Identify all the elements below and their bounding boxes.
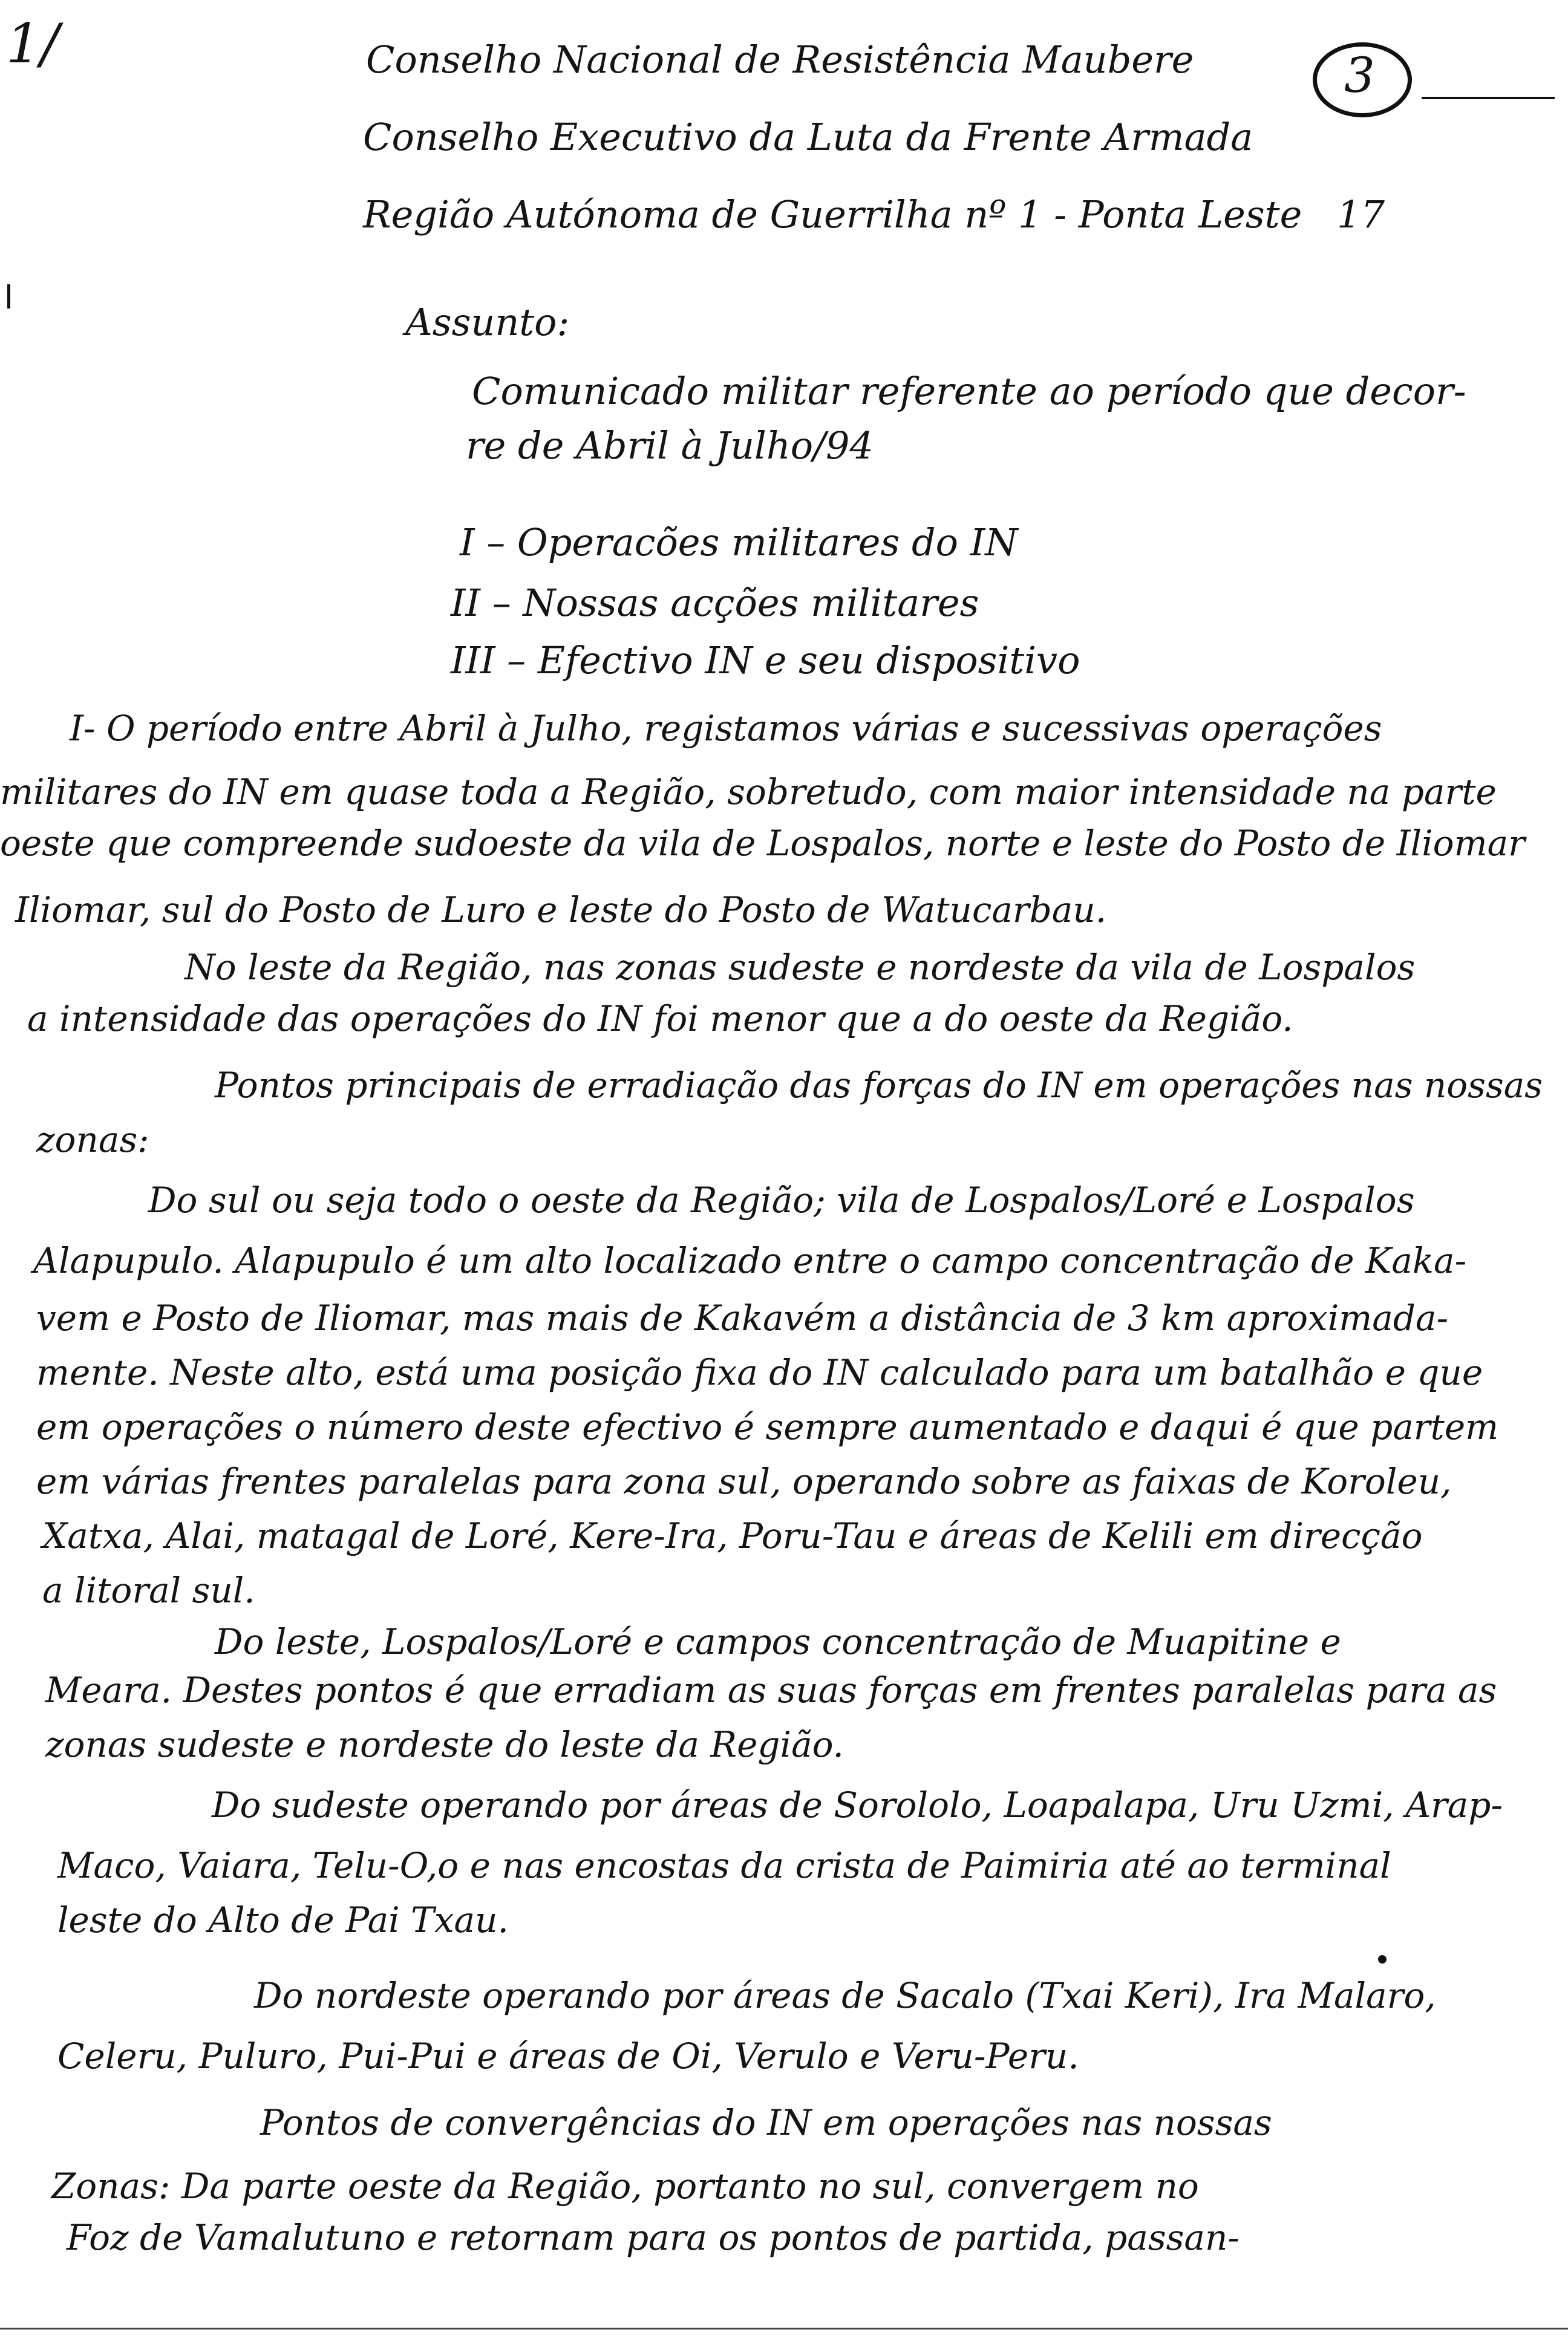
body-line: Foz de Vamalutuno e retornam para os pontos de partida, passan- <box>67 2217 1240 2258</box>
body-line: Celeru, Puluro, Pui-Pui e áreas de Oi, Verulo e Veru-Peru. <box>57 2036 1079 2077</box>
body-line: militares do IN em quase toda a Região, sobretudo, com maior intensidade na parte <box>0 771 1497 812</box>
reference-number: 17 <box>1337 192 1385 237</box>
body-line: Maco, Vaiara, Telu-O,o e nas encostas da crista de Paimiria até ao terminal <box>57 1845 1391 1886</box>
body-line: Xatxa, Alai, matagal de Loré, Kere-Ira, Poru-Tau e áreas de Kelili em direcção <box>42 1515 1423 1556</box>
body-line: Meara. Destes pontos é que erradiam as suas forças em frentes paralelas para as <box>45 1670 1497 1711</box>
margin-tick <box>7 284 10 309</box>
body-line: Do sudeste operando por áreas de Sorololo, Loapalapa, Uru Uzmi, Arap- <box>212 1784 1503 1826</box>
body-line: Do sul ou seja todo o oeste da Região; vila de Lospalos/Loré e Lospalos <box>148 1180 1415 1221</box>
body-line: zonas sudeste e nordeste do leste da Região. <box>45 1724 844 1765</box>
body-line: a intensidade das operações do IN foi menor que a do oeste da Região. <box>27 998 1293 1039</box>
index-item-2: II – Nossas acções militares <box>451 581 979 625</box>
body-line: Zonas: Da parte oeste da Região, portanto no sul, convergem no <box>51 2166 1199 2207</box>
body-line: Iliomar, sul do Posto de Luro e leste do Posto de Watucarbau. <box>15 889 1107 930</box>
body-line: mente. Neste alto, está uma posição fixa do IN calculado para um batalhão e que <box>36 1352 1483 1393</box>
header-line-1: Conselho Nacional de Resistência Maubere <box>366 38 1194 82</box>
body-line: a litoral sul. <box>42 1570 255 1611</box>
subject-label: Assunto: <box>405 300 570 344</box>
body-line: em operações o número deste efectivo é sempre aumentado e daqui é que partem <box>36 1406 1499 1448</box>
subject-line-2: re de Abril à Julho/94 <box>466 423 874 468</box>
page-number: 3 <box>1344 47 1375 103</box>
body-line: Do leste, Lospalos/Loré e campos concentração de Muapitine e <box>215 1621 1341 1662</box>
ink-dot <box>1378 1955 1387 1964</box>
corner-mark: 1/ <box>6 12 59 76</box>
header-line-3: Região Autónoma de Guerrilha nº 1 - Ponta Leste <box>363 192 1302 237</box>
body-line: No leste da Região, nas zonas sudeste e nordeste da vila de Lospalos <box>185 947 1416 988</box>
body-line: Pontos de convergências do IN em operações nas nossas <box>260 2102 1272 2143</box>
body-line: oeste que compreende sudoeste da vila de Lospalos, norte e leste do Posto de Iliomar <box>0 823 1525 864</box>
header-rule <box>1422 97 1555 99</box>
header-line-2: Conselho Executivo da Luta da Frente Armada <box>363 115 1253 159</box>
body-line: Do nordeste operando por áreas de Sacalo (Txai Keri), Ira Malaro, <box>254 1975 1436 2016</box>
bottom-rule <box>0 2328 1568 2330</box>
body-line: I- O período entre Abril à Julho, registamos várias e sucessivas operações <box>70 708 1382 749</box>
index-item-3: III – Efectivo IN e seu dispositivo <box>451 638 1080 682</box>
body-line: Pontos principais de erradiação das forças do IN em operações nas nossas <box>215 1065 1543 1106</box>
subject-line-1: Comunicado militar referente ao período que decor- <box>472 369 1466 413</box>
index-item-1: I – Operacões militares do IN <box>460 520 1018 564</box>
body-line: leste do Alto de Pai Txau. <box>57 1899 509 1941</box>
body-line: zonas: <box>36 1119 149 1160</box>
body-line: Alapupulo. Alapupulo é um alto localizado entre o campo concentração de Kaka- <box>33 1240 1467 1281</box>
body-line: vem e Posto de Iliomar, mas mais de Kakavém a distância de 3 km aproximada- <box>36 1298 1449 1339</box>
body-line: em várias frentes paralelas para zona sul, operando sobre as faixas de Koroleu, <box>36 1461 1452 1502</box>
